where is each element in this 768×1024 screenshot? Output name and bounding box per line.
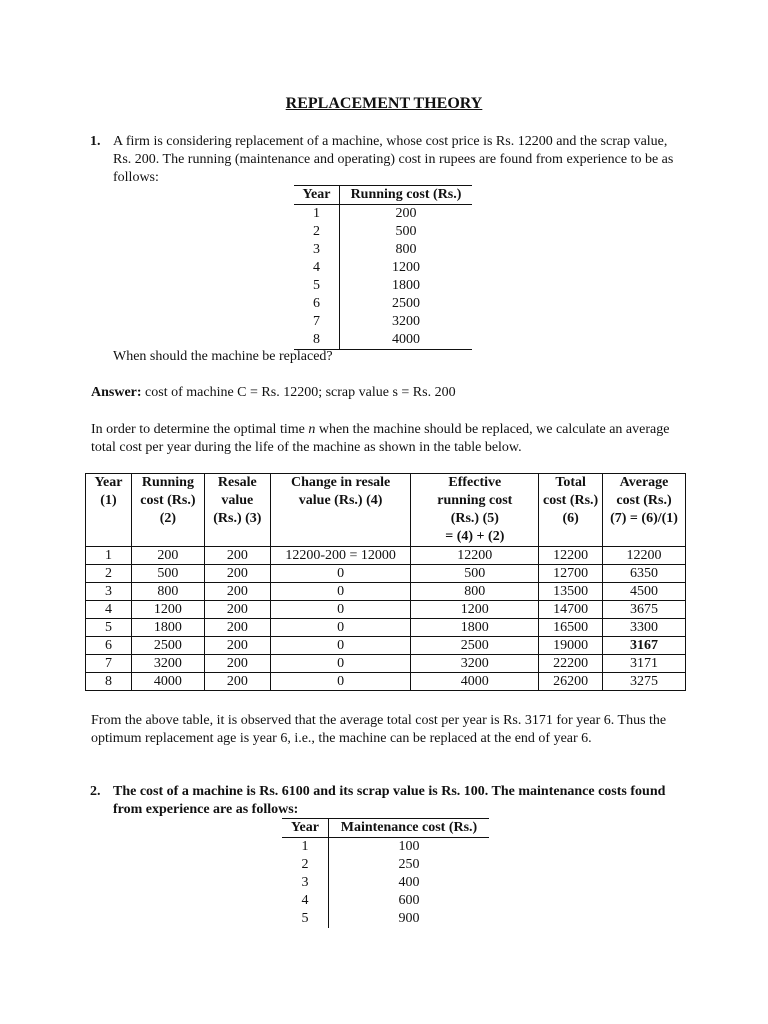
- average-cost-cell: 3275: [603, 673, 686, 691]
- average-cost-cell: 4000: [131, 673, 204, 691]
- answer-text: cost of machine C = Rs. 12200; scrap value s = Rs. 200: [141, 385, 456, 400]
- page-title: REPLACEMENT THEORY: [285, 95, 483, 112]
- maintenance-cost-year-cell: 3: [282, 874, 329, 892]
- average-cost-header-row: [86, 474, 686, 547]
- average-cost-header-cell: [270, 474, 411, 547]
- average-cost-cell: 0: [270, 565, 411, 583]
- maintenance-cost-year-cell: 5: [282, 910, 329, 928]
- average-cost-cell: 8: [86, 673, 132, 691]
- average-cost-cell: 2500: [131, 637, 204, 655]
- running-cost-year-cell: 7: [294, 313, 340, 331]
- average-cost-cell: 500: [411, 565, 539, 583]
- average-cost-row: [86, 601, 686, 619]
- average-cost-row: [86, 637, 686, 655]
- header-line: (6): [562, 511, 579, 526]
- average-cost-cell: 0: [270, 655, 411, 673]
- running-cost-cost-cell: 3200: [392, 314, 420, 329]
- average-cost-cell: 2: [86, 565, 132, 583]
- average-cost-header-cell: [411, 474, 539, 547]
- average-cost-cell: 7: [86, 655, 132, 673]
- header-line: (2): [159, 511, 177, 526]
- header-line: Year: [94, 475, 123, 490]
- average-cost-cell: 0: [270, 583, 411, 601]
- average-cost-cell: 3675: [603, 601, 686, 619]
- maintenance-cost-table: [282, 818, 489, 928]
- average-cost-cell: 6: [86, 637, 132, 655]
- average-cost-cell: 200: [204, 619, 270, 637]
- average-cost-table-body: [86, 547, 686, 691]
- average-cost-cell: 1800: [131, 619, 204, 637]
- header-line: (Rs.) (5): [450, 511, 499, 526]
- average-cost-cell: 4500: [603, 583, 686, 601]
- average-cost-cell: 3171: [603, 655, 686, 673]
- average-cost-cell: 12200: [539, 547, 603, 565]
- maintenance-cost-row: [282, 892, 489, 910]
- average-cost-cell: 3200: [411, 655, 539, 673]
- running-cost-year-cell: 2: [294, 223, 340, 241]
- average-cost-cell: 3167: [603, 637, 686, 655]
- average-cost-cell: 0: [270, 601, 411, 619]
- average-cost-row: [86, 673, 686, 691]
- header-line: running cost: [437, 493, 513, 508]
- running-cost-row: [294, 277, 472, 295]
- average-cost-table: [85, 473, 686, 691]
- average-cost-cell: 3: [86, 583, 132, 601]
- average-cost-row: [86, 655, 686, 673]
- average-cost-cell: 1: [86, 547, 132, 565]
- header-line: value: [221, 493, 254, 508]
- header-line: Resale: [217, 475, 257, 490]
- running-cost-year-cell: 3: [294, 241, 340, 259]
- running-cost-year-cell: 8: [294, 331, 340, 350]
- average-cost-cell: 26200: [539, 673, 603, 691]
- average-cost-header-cell: [603, 474, 686, 547]
- intro-after: when the machine should be replaced, we calculate an average total cost per year during the life of the machine as shown in the table below.: [91, 422, 670, 455]
- average-cost-cell: 0: [270, 673, 411, 691]
- average-cost-cell: 12200-200 = 12000: [270, 547, 411, 565]
- average-cost-cell: 800: [411, 583, 539, 601]
- average-cost-cell: 200: [204, 565, 270, 583]
- header-line: cost (Rs.): [140, 493, 196, 508]
- header-line: (1): [100, 493, 117, 508]
- intro-paragraph: [91, 421, 681, 457]
- maintenance-cost-cost-cell: 400: [398, 875, 420, 890]
- maintenance-cost-cost-cell: 100: [398, 839, 420, 854]
- header-line: Effective: [448, 475, 502, 490]
- question-1-ask: When should the machine be replaced?: [113, 349, 333, 364]
- running-cost-cost-cell: 2500: [392, 296, 420, 311]
- answer-label: Answer:: [91, 385, 142, 400]
- maintenance-cost-cost-cell: 900: [398, 911, 420, 926]
- header-line: Change in resale: [290, 475, 391, 490]
- average-cost-cell: 3300: [603, 619, 686, 637]
- average-cost-cell: 200: [204, 583, 270, 601]
- average-cost-cell: 1200: [131, 601, 204, 619]
- header-line: cost (Rs.): [543, 493, 599, 508]
- header-line: Running: [141, 475, 194, 490]
- average-cost-header-cell: [86, 474, 132, 547]
- running-cost-row: [294, 205, 472, 224]
- running-cost-year-cell: 6: [294, 295, 340, 313]
- running-cost-cost-cell: 1800: [392, 278, 420, 293]
- maintenance-cost-cost-cell: 250: [398, 857, 420, 872]
- running-cost-row: [294, 259, 472, 277]
- average-cost-header-cell: [204, 474, 270, 547]
- average-cost-row: [86, 583, 686, 601]
- running-cost-header-cost: Running cost (Rs.): [340, 186, 473, 205]
- running-cost-header-year: Year: [294, 186, 340, 205]
- maintenance-cost-row: [282, 856, 489, 874]
- running-cost-year-cell: 4: [294, 259, 340, 277]
- average-cost-cell: 800: [131, 583, 204, 601]
- average-cost-cell: 0: [270, 619, 411, 637]
- running-cost-cost-cell: 200: [395, 206, 417, 221]
- maintenance-cost-row: [282, 874, 489, 892]
- average-cost-cell: 200: [204, 673, 270, 691]
- maintenance-cost-table-body: [282, 838, 489, 929]
- intro-before: In order to determine the optimal time: [91, 422, 309, 437]
- header-line: Total: [555, 475, 586, 490]
- running-cost-cost-cell: 4000: [340, 331, 473, 350]
- maintenance-cost-cost-cell: 600: [398, 893, 420, 908]
- running-cost-cost-cell: 1200: [392, 260, 420, 275]
- average-cost-cell: 14700: [539, 601, 603, 619]
- average-cost-cell: 3200: [131, 655, 204, 673]
- average-cost-cell: 5: [86, 619, 132, 637]
- question-1-text: A firm is considering replacement of a machine, whose cost price is Rs. 12200 and the scrap value, Rs. 200. The running (maintenance and operating) cost in rupees are found from experience to be as follows:: [113, 134, 674, 185]
- intro-variable: n: [308, 422, 316, 437]
- average-cost-row: [86, 547, 686, 565]
- header-line: cost (Rs.): [616, 493, 672, 508]
- running-cost-row: [294, 295, 472, 313]
- running-cost-year-cell: 5: [294, 277, 340, 295]
- running-cost-cost-cell: 800: [395, 242, 417, 257]
- average-cost-cell: 4000: [411, 673, 539, 691]
- average-cost-cell: 12200: [411, 547, 539, 565]
- maintenance-cost-header-cost: Maintenance cost (Rs.): [329, 819, 490, 838]
- average-cost-cell: 6350: [603, 565, 686, 583]
- average-cost-cell: 200: [204, 637, 270, 655]
- running-cost-row: [294, 313, 472, 331]
- average-cost-cell: 0: [270, 637, 411, 655]
- average-cost-cell: 19000: [539, 637, 603, 655]
- header-line: (Rs.) (3): [213, 511, 262, 526]
- running-cost-cost-cell: 500: [395, 224, 417, 239]
- average-cost-cell: 4: [86, 601, 132, 619]
- header-line: = (4) + (2): [445, 529, 505, 544]
- average-cost-cell: 12700: [539, 565, 603, 583]
- average-cost-cell: 200: [204, 655, 270, 673]
- average-cost-header-cell: [131, 474, 204, 547]
- average-cost-cell: 200: [204, 547, 270, 565]
- running-cost-row: [294, 331, 472, 350]
- average-cost-row: [86, 619, 686, 637]
- average-cost-cell: 200: [131, 547, 204, 565]
- maintenance-cost-year-cell: 2: [282, 856, 329, 874]
- average-cost-cell: 500: [131, 565, 204, 583]
- average-cost-cell: 1200: [411, 601, 539, 619]
- average-cost-cell: 22200: [539, 655, 603, 673]
- running-cost-table: [294, 185, 472, 350]
- average-cost-cell: 1800: [411, 619, 539, 637]
- header-line: (7) = (6)/(1): [610, 511, 678, 526]
- average-cost-cell: 200: [204, 601, 270, 619]
- running-cost-row: [294, 223, 472, 241]
- maintenance-cost-year-cell: 4: [282, 892, 329, 910]
- question-2-text: The cost of a machine is Rs. 6100 and its scrap value is Rs. 100. The maintenance costs found from experience are as follows:: [113, 784, 666, 817]
- running-cost-table-body: [294, 205, 472, 350]
- running-cost-year-cell: 1: [294, 205, 340, 224]
- average-cost-cell: 16500: [539, 619, 603, 637]
- maintenance-cost-year-cell: 1: [282, 838, 329, 857]
- average-cost-cell: 2500: [411, 637, 539, 655]
- conclusion-paragraph: From the above table, it is observed that the average total cost per year is Rs. 3171 for year 6. Thus the optimum replacement age is year 6, i.e., the machine can be replaced at the end of year 6.: [91, 713, 667, 746]
- question-1-number: 1.: [90, 134, 101, 149]
- average-cost-row: [86, 565, 686, 583]
- average-cost-header-cell: [539, 474, 603, 547]
- header-line: value (Rs.) (4): [298, 493, 383, 508]
- maintenance-cost-header-year: Year: [282, 819, 329, 838]
- answer-line: [91, 384, 456, 402]
- maintenance-cost-row: [282, 838, 489, 857]
- average-cost-cell: 13500: [539, 583, 603, 601]
- running-cost-row: [294, 241, 472, 259]
- maintenance-cost-row: [282, 910, 489, 928]
- average-cost-cell: 12200: [603, 547, 686, 565]
- question-2-number: 2.: [90, 784, 101, 799]
- header-line: Average: [619, 475, 669, 490]
